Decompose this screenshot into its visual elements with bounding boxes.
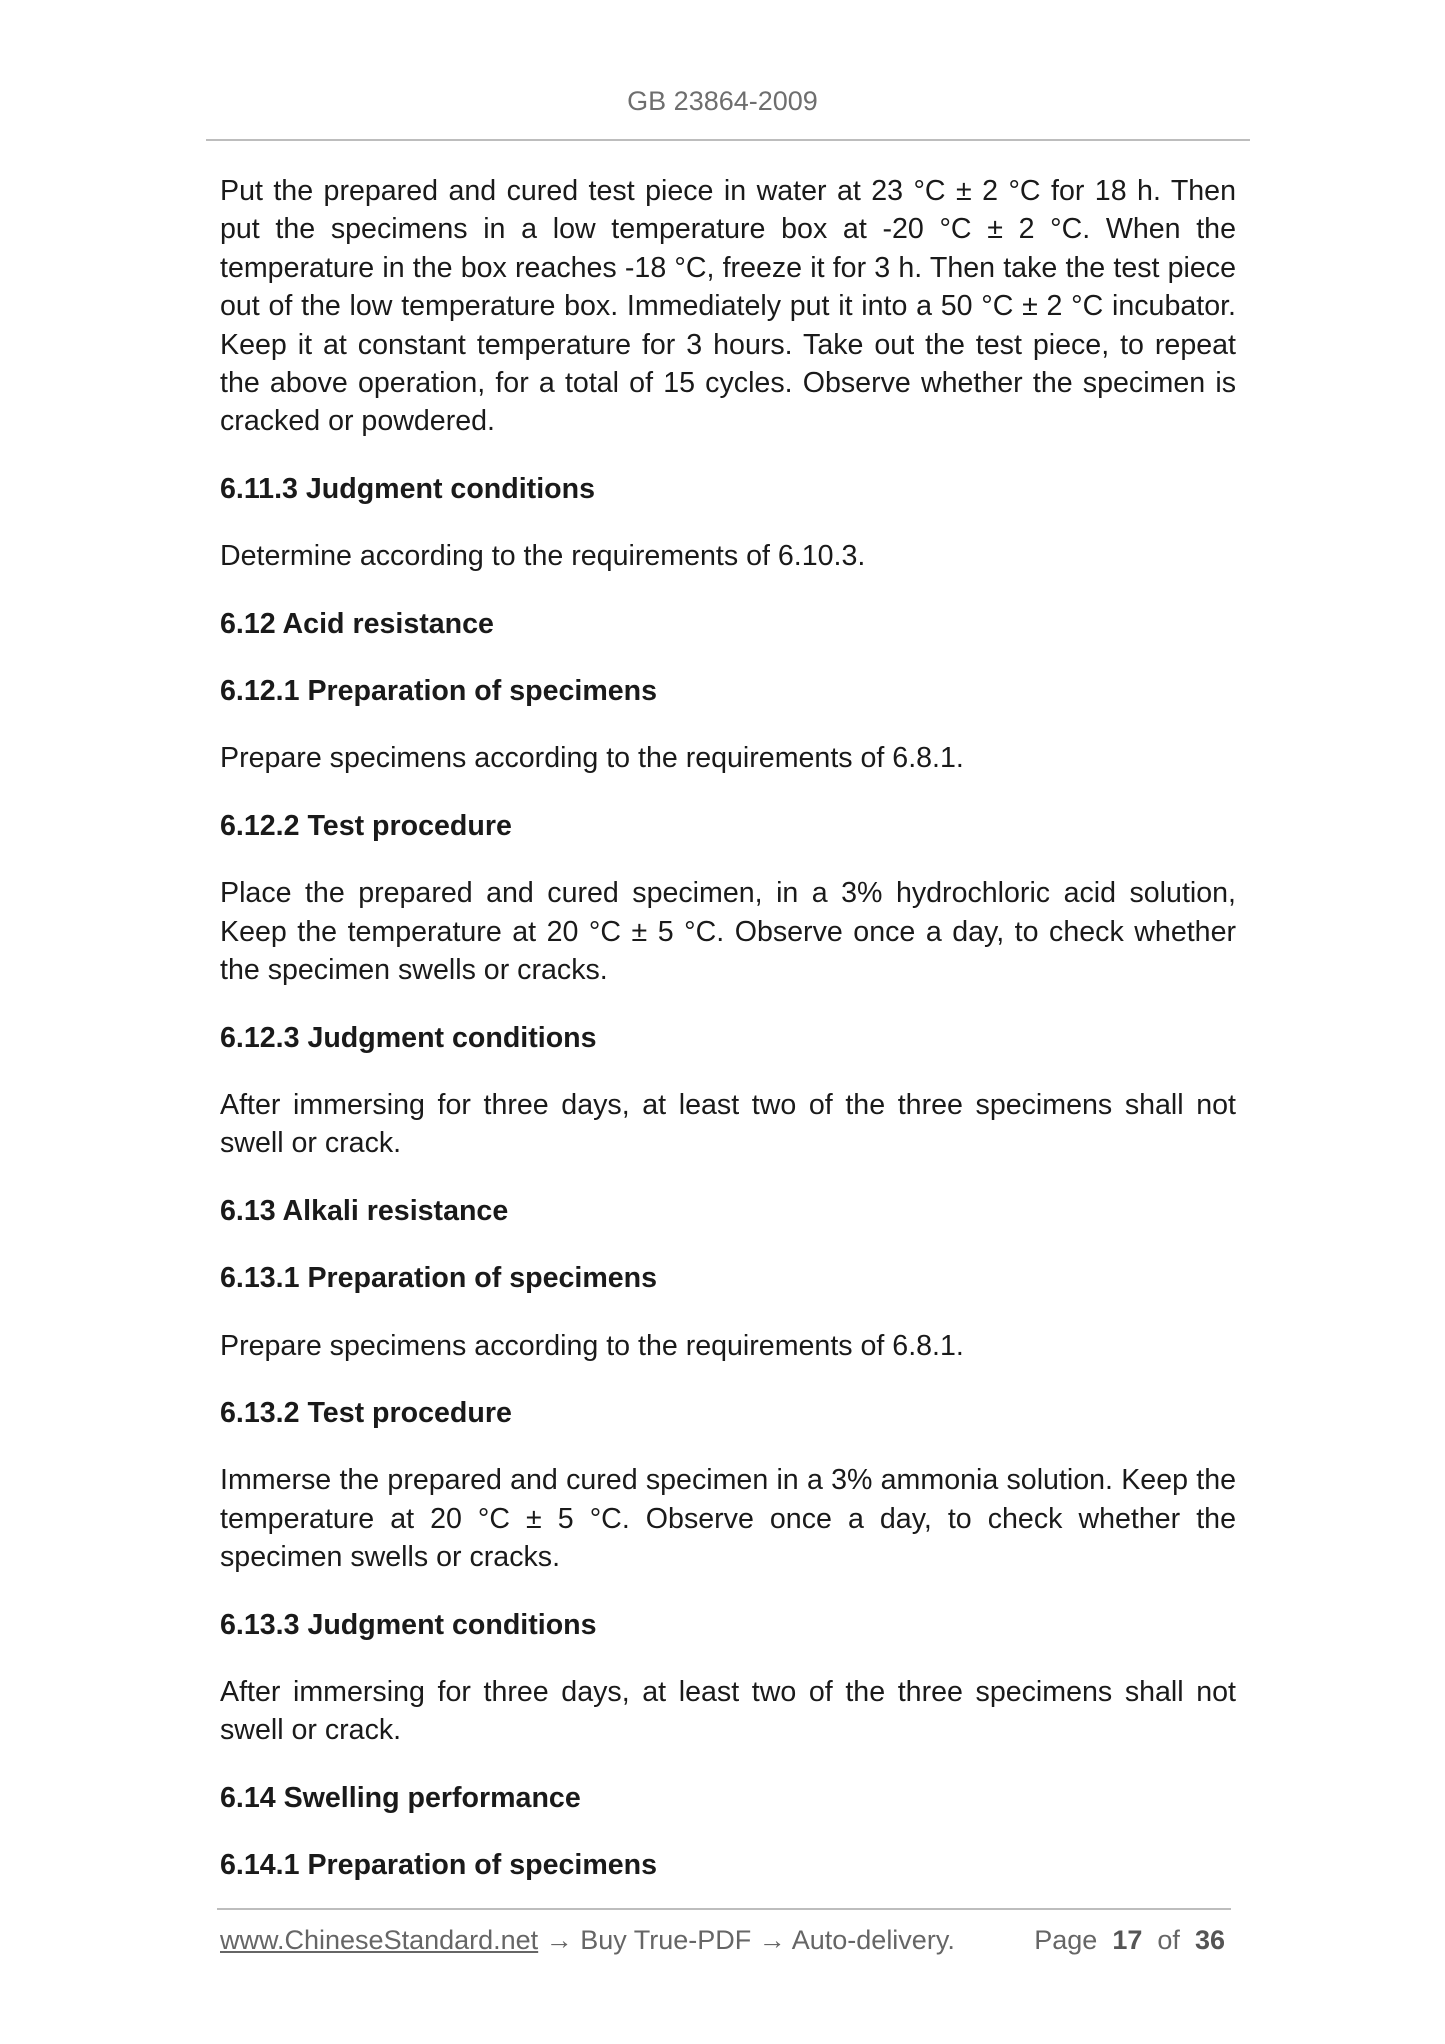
heading-6-12-1: 6.12.1 Preparation of specimens bbox=[220, 675, 658, 708]
footer-divider bbox=[217, 1908, 1231, 1910]
page-of-label: of bbox=[1157, 1925, 1180, 1955]
website-link[interactable]: www.ChineseStandard.net bbox=[220, 1925, 539, 1955]
paragraph-6-11-3: Determine according to the requirements of 6.10.3. bbox=[220, 540, 866, 573]
page-total: 36 bbox=[1194, 1925, 1225, 1955]
page-footer bbox=[220, 1925, 1225, 1965]
heading-6-12-2: 6.12.2 Test procedure bbox=[220, 809, 512, 842]
paragraph-6-12-2: Place the prepared and cured specimen, in a 3% hydrochloric acid solution, Keep the temperature at 20 °C ± 5 °C. Observe once a day, to check whether the specimen swells or cracks. bbox=[220, 877, 1236, 987]
paragraph-6-13-1: Prepare specimens according to the requirements of 6.8.1. bbox=[220, 1329, 964, 1362]
paragraph-6-13-3: After immersing for three days, at least two of the three specimens shall not swell or crack. bbox=[220, 1675, 1236, 1747]
page-body bbox=[220, 172, 1236, 1885]
paragraph-6-12-1: Prepare specimens according to the requirements of 6.8.1. bbox=[220, 742, 964, 775]
heading-6-13-1: 6.13.1 Preparation of specimens bbox=[220, 1262, 658, 1295]
heading-6-13-3: 6.13.3 Judgment conditions bbox=[220, 1608, 597, 1641]
paragraph-freeze-thaw-procedure: Put the prepared and cured test piece in water at 23 °C ± 2 °C for 18 h. Then put the specimens in a low temperature box at -20 °C ± 2 °C. When the temperature in the box reaches -18 °C, freeze it for 3 h. Then take the test piece out of the low temperature box. Immediately put it into a 50 °C ± 2 °C incubator. Keep it at constant temperature for 3 hours. Take out the test piece, to repeat the above operation, for a total of 15 cycles. Observe whether the specimen is cracked or powdered. bbox=[220, 175, 1236, 438]
heading-6-12: 6.12 Acid resistance bbox=[220, 607, 494, 640]
footer-tagline: → Buy True-PDF → Auto-delivery. bbox=[538, 1925, 955, 1955]
running-header: GB 23864-2009 bbox=[627, 86, 818, 116]
heading-6-13-2: 6.13.2 Test procedure bbox=[220, 1396, 512, 1429]
footer-promo bbox=[220, 1925, 955, 1956]
heading-6-14-1: 6.14.1 Preparation of specimens bbox=[220, 1849, 658, 1882]
heading-6-13: 6.13 Alkali resistance bbox=[220, 1194, 509, 1227]
header-divider bbox=[206, 139, 1250, 141]
paragraph-6-13-2: Immerse the prepared and cured specimen in a 3% ammonia solution. Keep the temperature at 20 °C ± 5 °C. Observe once a day, to check whether the specimen swells or cracks. bbox=[220, 1464, 1236, 1574]
paragraph-6-12-3: After immersing for three days, at least two of the three specimens shall not swell or crack. bbox=[220, 1088, 1236, 1160]
heading-6-14: 6.14 Swelling performance bbox=[220, 1781, 581, 1814]
heading-6-11-3: 6.11.3 Judgment conditions bbox=[220, 472, 595, 505]
heading-6-12-3: 6.12.3 Judgment conditions bbox=[220, 1021, 597, 1054]
page-number bbox=[1034, 1925, 1225, 1956]
page-label: Page bbox=[1034, 1925, 1098, 1955]
page-current: 17 bbox=[1112, 1925, 1143, 1955]
